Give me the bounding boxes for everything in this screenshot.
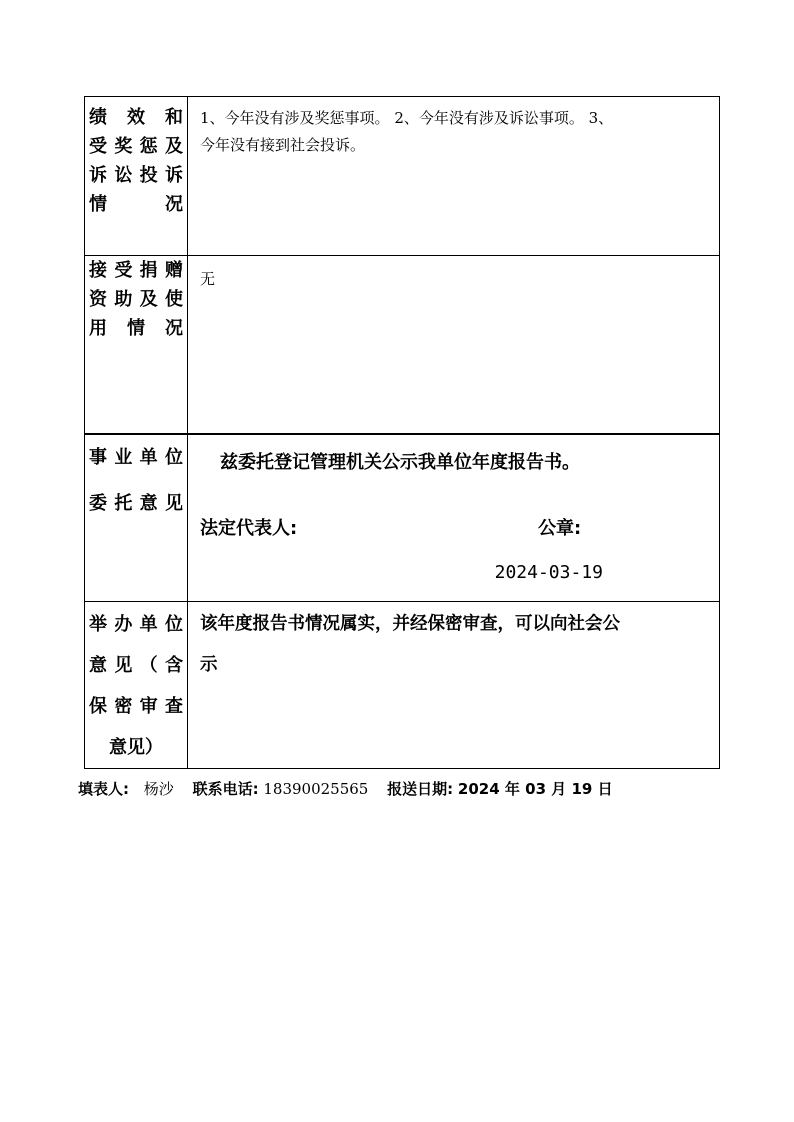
donation-row (85, 256, 720, 434)
label-line: 绩 效 和 (89, 107, 183, 128)
day-unit: 日 (597, 780, 613, 798)
donation-label-cell (85, 256, 188, 434)
content-line: 无 (200, 270, 216, 288)
filler-name: 杨沙 (143, 780, 174, 798)
sponsor-row (85, 602, 720, 769)
label-line: 意见（含 (89, 655, 183, 676)
label-line: 诉讼投诉 (89, 165, 183, 186)
month-unit: 月 (551, 780, 567, 798)
label-line: 举办单位 (89, 614, 183, 635)
label-line: 资助及使 (89, 289, 183, 310)
legal-representative-label: 法定代表人: (200, 517, 298, 539)
entrust-row (85, 434, 720, 602)
entrust-content (188, 435, 719, 595)
label-line: 委托意见 (89, 492, 183, 514)
donation-content-cell (188, 256, 720, 434)
annual-report-table (84, 96, 720, 769)
label-line: 意见） (109, 737, 163, 758)
entrust-label (85, 435, 187, 527)
submit-day: 19 (571, 780, 593, 798)
submit-year: 2024 (457, 780, 500, 798)
label-line: 情 况 (89, 194, 183, 215)
submit-date-label: 报送日期: (387, 780, 454, 798)
performance-content-cell (188, 97, 720, 256)
performance-label (85, 97, 187, 219)
sponsor-content (188, 602, 719, 686)
submit-date (458, 780, 613, 798)
phone-number: 18390025565 (263, 780, 369, 798)
sponsor-content-cell (188, 602, 720, 769)
label-line: 保密审查 (89, 696, 183, 717)
donation-label (85, 256, 187, 343)
performance-row (85, 97, 720, 256)
official-seal-label: 公章: (538, 517, 582, 539)
content-line: 示 (200, 655, 218, 675)
performance-content (188, 97, 719, 159)
donation-content (188, 256, 719, 293)
entrust-statement: 兹委托登记管理机关公示我单位年度报告书。 (220, 451, 580, 473)
entrust-label-cell (85, 434, 188, 602)
sponsor-label-cell (85, 602, 188, 769)
report-footer (78, 778, 613, 800)
phone-label: 联系电话: (192, 780, 259, 798)
content-line: 1、今年没有涉及奖惩事项。 2、今年没有涉及诉讼事项。 3、 (200, 109, 614, 127)
entrust-date: 2024-03-19 (494, 561, 603, 583)
label-line: 接受捐赠 (89, 260, 183, 281)
filler-label: 填表人: (78, 780, 129, 798)
sponsor-label (85, 602, 187, 768)
content-line: 该年度报告书情况属实，并经保密审查，可以向社会公 (200, 614, 620, 634)
performance-label-cell (85, 97, 188, 256)
submit-month: 03 (525, 780, 547, 798)
signature-line (200, 507, 709, 551)
entrust-content-cell (188, 434, 720, 602)
label-line: 事业单位 (89, 446, 183, 468)
year-unit: 年 (504, 780, 520, 798)
label-line: 用 情 况 (89, 318, 183, 339)
content-line: 今年没有接到社会投诉。 (200, 136, 366, 154)
label-line: 受奖惩及 (89, 136, 183, 157)
